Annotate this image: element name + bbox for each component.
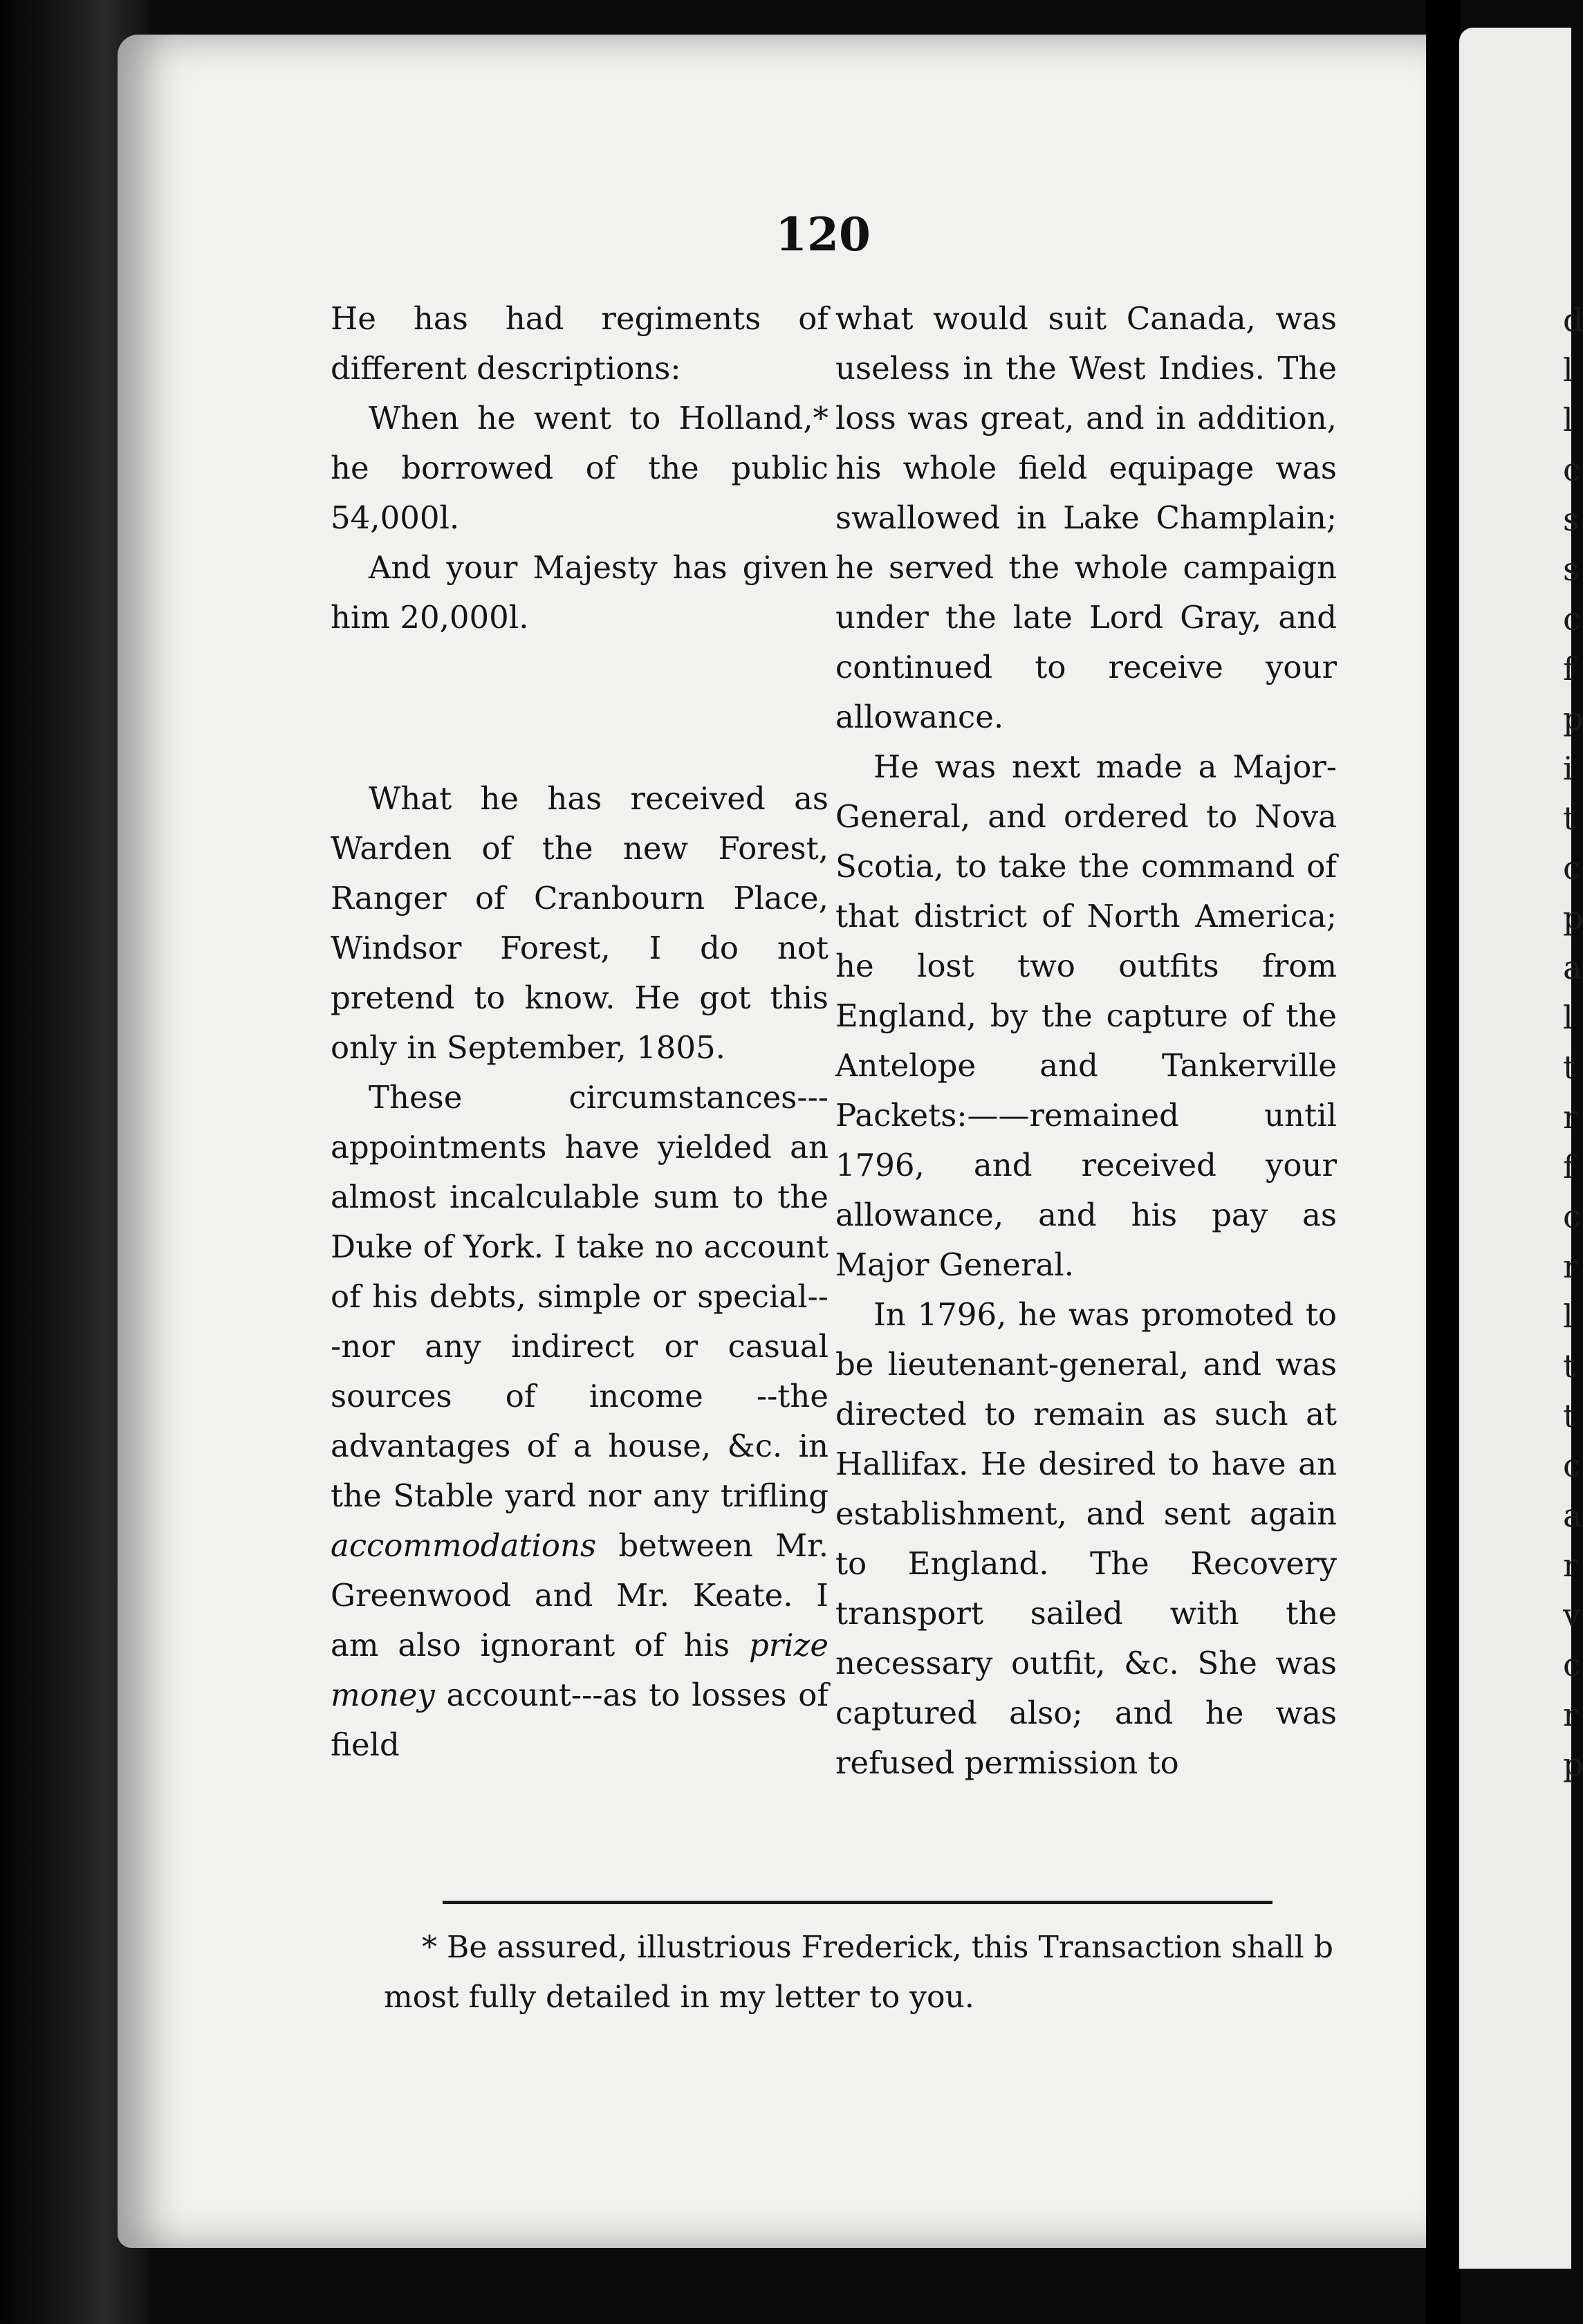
left-paragraph-1: He has had regiments of different descriptions: (331, 300, 828, 387)
adjacent-page-fragment: l (1563, 1298, 1573, 1335)
adjacent-page-fragment: p (1563, 700, 1583, 737)
left-paragraph-4: What he has received as Warden of the new Forest, Ranger of Cranbourn Place, Windsor Forest, I do not pretend to know. He got this only in September, 1805. (331, 780, 828, 1066)
left-paragraph-5-text-c: account---as to losses of field (331, 1677, 828, 1763)
adjacent-page-fragment: s (1563, 501, 1580, 538)
left-paragraph-5 (331, 1073, 828, 1770)
left-paragraph-3: And your Majesty has given him 20,000l. (331, 549, 828, 636)
adjacent-page-fragment: r (1563, 1098, 1578, 1136)
left-paragraph-2: When he went to Holland,* he borrowed of the public 54,000l. (331, 400, 828, 536)
page-gutter (1426, 0, 1461, 2324)
adjacent-page-fragment: s (1563, 551, 1580, 588)
adjacent-page-fragment: t (1563, 1049, 1576, 1086)
adjacent-page-fragment: v (1563, 1596, 1581, 1634)
adjacent-page-fragment: c (1563, 1198, 1581, 1235)
adjacent-page-fragment: r (1563, 1547, 1578, 1584)
left-column (331, 294, 828, 1770)
right-paragraph-2: He was next made a Major-General, and ordered to Nova Scotia, to take the command of that district of North America; he lost two outfits from England, by the capture of the Antelope and Tankerville Packets:——remained until 1796, and received your allowance, and his pay as Major General. (835, 748, 1337, 1283)
adjacent-page-edge (1459, 28, 1583, 2269)
adjacent-page-fragment: l (1563, 401, 1573, 439)
adjacent-page-fragment: t (1563, 800, 1576, 837)
right-paragraph-1: what would suit Canada, was useless in the West Indies. The loss was great, and in addition, his whole field equipage was swallowed in Lake Champlain; he served the whole campaign under the late Lord Gray, and continued to receive your allowance. (835, 300, 1337, 735)
adjacent-page-fragment: c (1563, 600, 1581, 638)
adjacent-page-fragment: r (1563, 1248, 1578, 1285)
adjacent-page-fragment: c (1563, 1646, 1581, 1684)
italic-prize-money: prize money (331, 1627, 828, 1713)
adjacent-page-fragment: d (1563, 302, 1583, 339)
adjacent-page-fragment: i (1563, 750, 1573, 787)
left-paragraph-5-text-a: These circumstances---appointments have yielded an almost incalculable sum to the Duke of York. I take no account of his debts, simple or special---nor any indirect or casual sources of income --the advantages of a house, &c. in the Stable yard nor any trifling (331, 1079, 828, 1514)
footnote: * Be assured, illustrious Frederick, this Transaction shall b most fully detailed in my letter to you. (384, 1930, 1333, 2015)
adjacent-page-fragment: t (1563, 1397, 1576, 1435)
adjacent-page-fragment: a (1563, 949, 1582, 986)
adjacent-page-fragment: c (1563, 1447, 1581, 1484)
adjacent-page-fragment: f (1563, 650, 1575, 688)
adjacent-page-fragment: p (1563, 1746, 1583, 1783)
adjacent-page-fragment: l (1563, 351, 1573, 389)
italic-accommodations: accommodations (331, 1527, 597, 1564)
left-paragraph-5-text-b: between Mr. Greenwood and Mr. Keate. I am also ignorant of his (331, 1527, 828, 1663)
page-number: 120 (775, 208, 871, 261)
footnote-rule (443, 1901, 1272, 1904)
right-paragraph-3: In 1796, he was promoted to be lieutenant-general, and was directed to remain as such at Hallifax. He desired to have an establishment, and sent again to England. The Recovery transport sailed with the necessary outfit, &c. She was captured also; and he was refused permission to (835, 1296, 1337, 1781)
adjacent-page-fragment: p (1563, 899, 1583, 937)
adjacent-page-fragment: c (1563, 451, 1581, 488)
right-column (835, 294, 1337, 1788)
adjacent-page-fragment: a (1563, 1497, 1582, 1534)
adjacent-page-fragment: r (1563, 1696, 1578, 1733)
adjacent-page-fragment: c (1563, 849, 1581, 887)
adjacent-page-fragment: l (1563, 999, 1573, 1036)
adjacent-page-fragment: f (1563, 1148, 1575, 1186)
adjacent-page-fragment: t (1563, 1347, 1576, 1385)
